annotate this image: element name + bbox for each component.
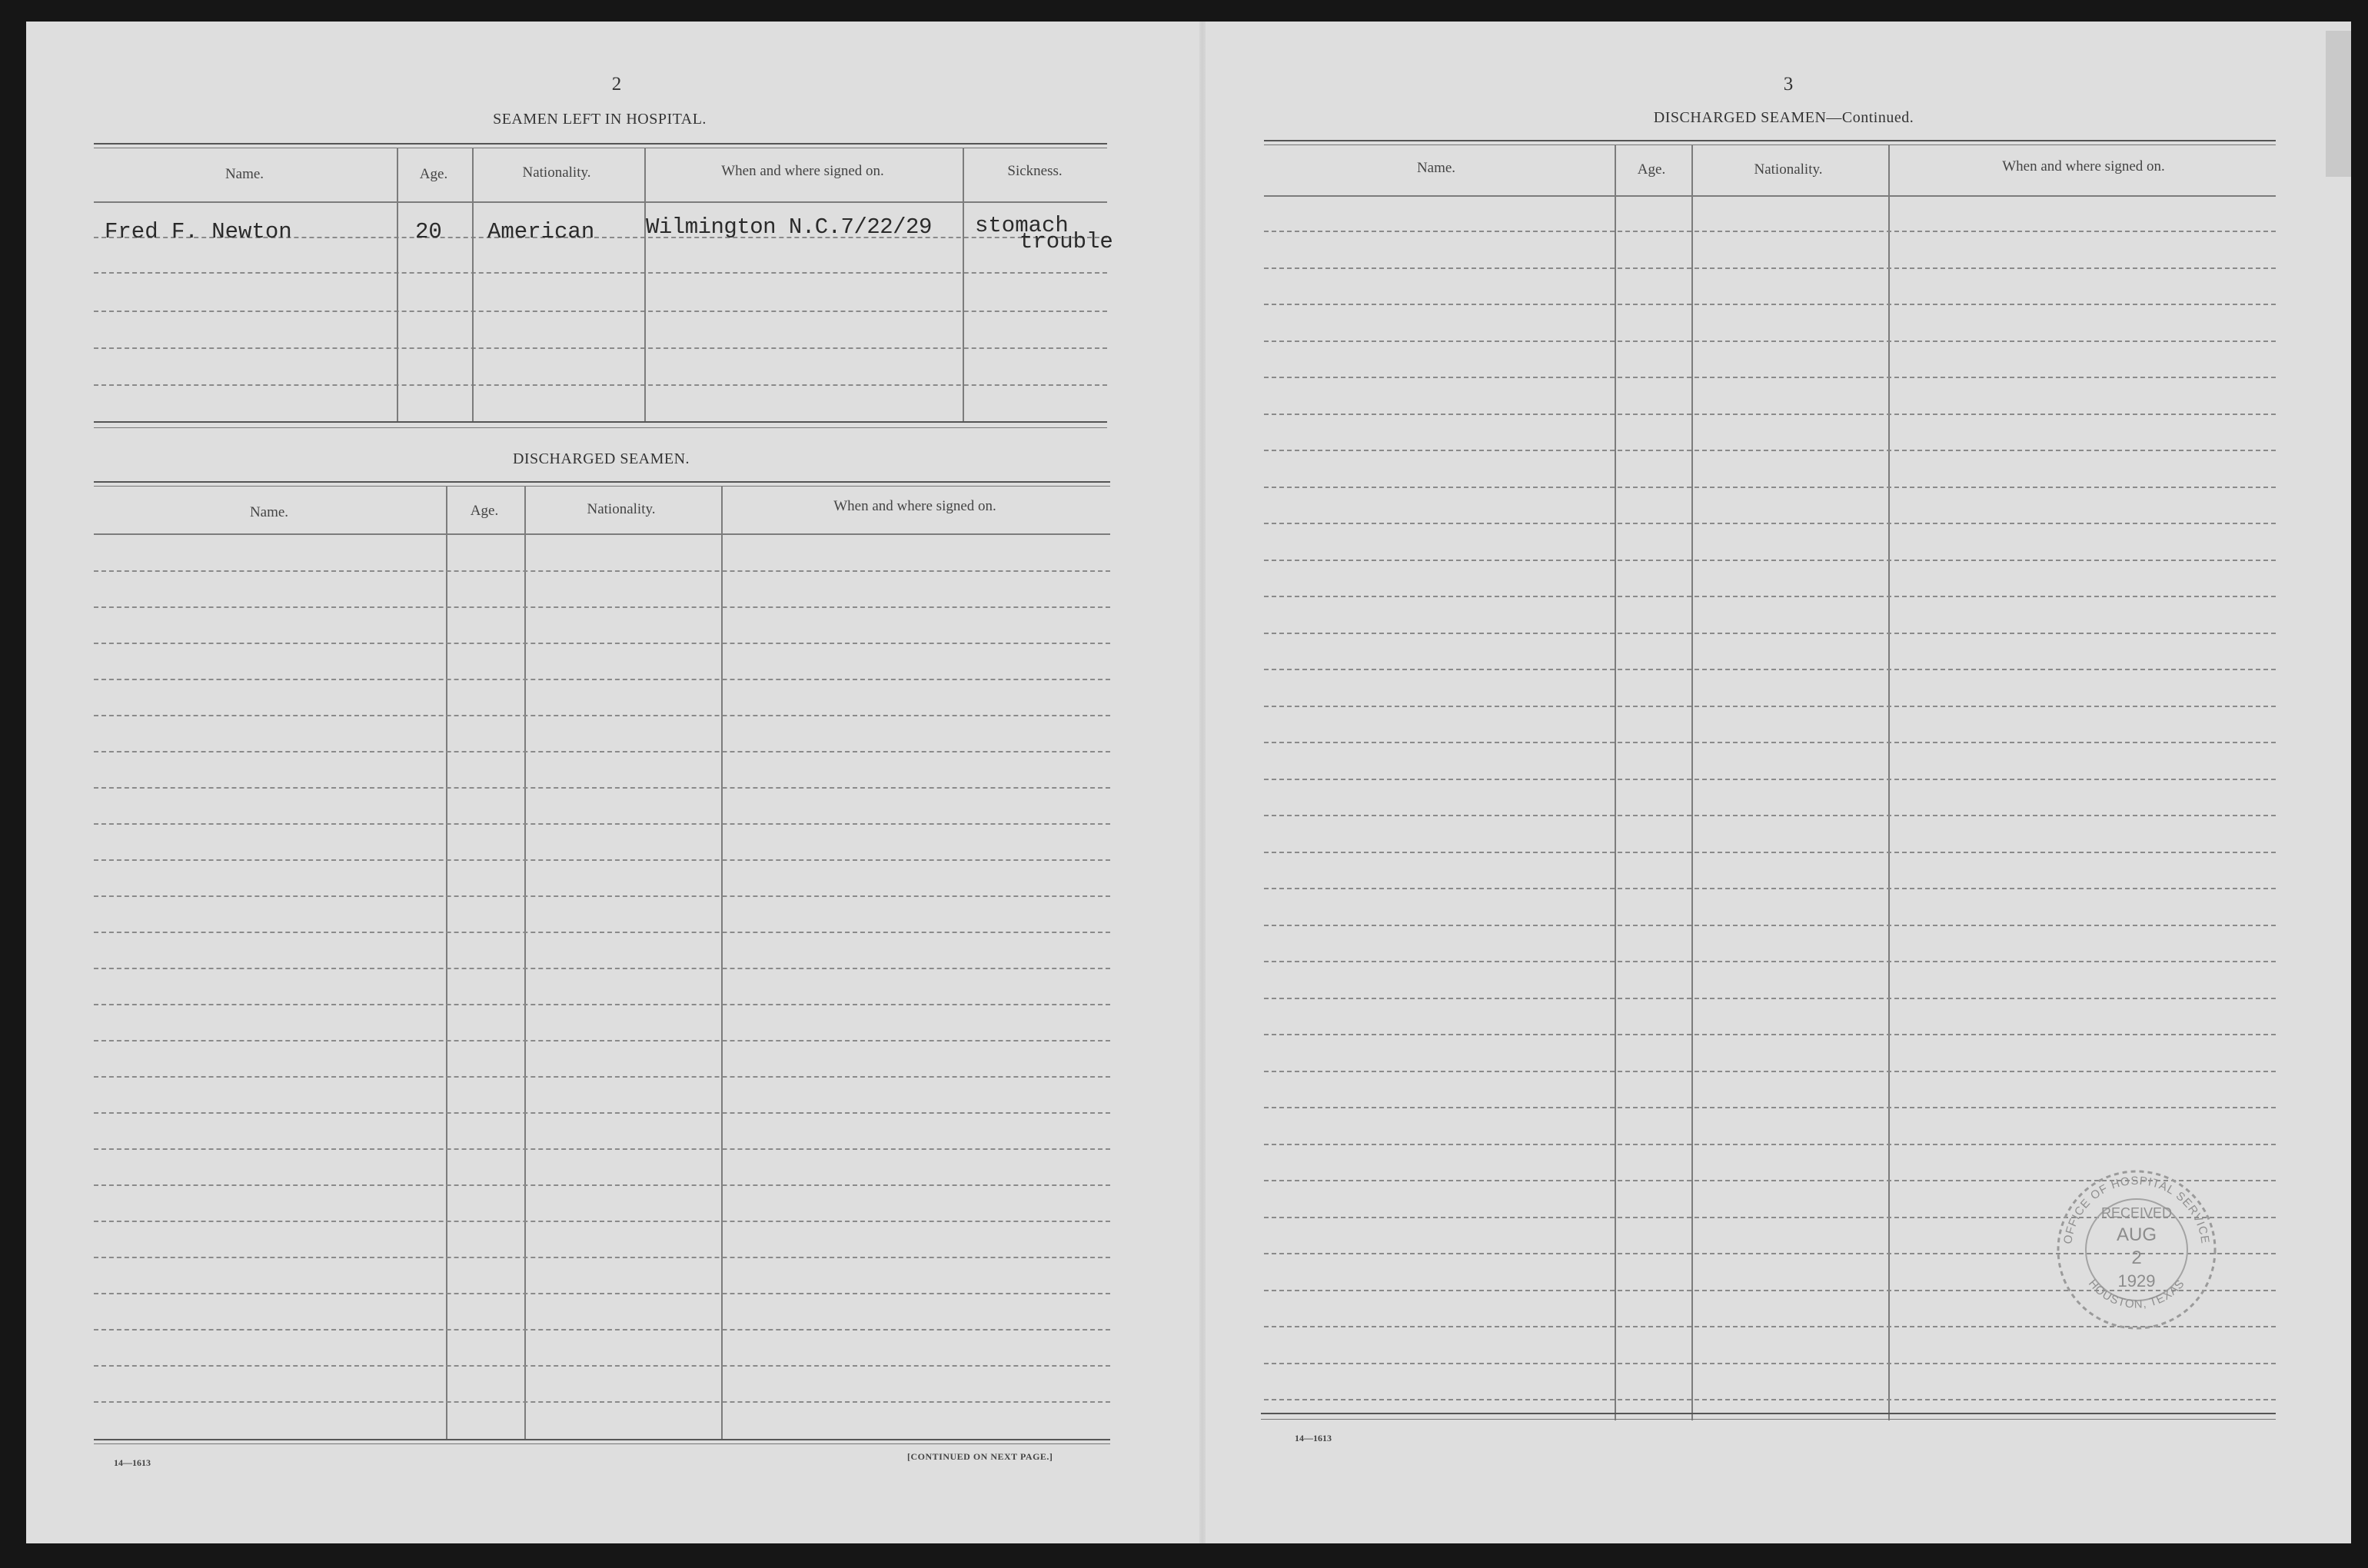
- table-rule: [1264, 140, 2276, 141]
- stamp-top-text: OFFICE OF HOSPITAL SERVICE: [2061, 1174, 2212, 1245]
- table-rule: [94, 1439, 1110, 1440]
- row-line: [1264, 852, 2276, 853]
- row-line: [1264, 1034, 2276, 1035]
- row-line: [94, 1401, 1110, 1403]
- row-line: [94, 1004, 1110, 1005]
- hospital-entry-signed-on: Wilmington N.C.7/22/29: [646, 214, 932, 240]
- column-header-signed-on: When and where signed on.: [2002, 158, 2165, 174]
- column-header-age: Age.: [1637, 161, 1666, 178]
- row-line: [94, 751, 1110, 752]
- row-line: [1264, 414, 2276, 415]
- form-number-right: 14—1613: [1295, 1433, 1332, 1443]
- row-line: [94, 384, 1107, 386]
- stamp-bottom-text: HOUSTON, TEXAS: [2085, 1277, 2188, 1311]
- column-header-sickness: Sickness.: [1007, 163, 1063, 179]
- row-line: [1264, 706, 2276, 707]
- row-line: [1264, 1363, 2276, 1364]
- row-line: [94, 1221, 1110, 1222]
- continued-note: [CONTINUED ON NEXT PAGE.]: [907, 1451, 1053, 1462]
- row-line: [1264, 1107, 2276, 1108]
- column-divider: [644, 148, 646, 421]
- stamp-month: AUG: [2116, 1224, 2157, 1245]
- row-line: [1264, 487, 2276, 488]
- column-divider: [524, 486, 526, 1439]
- discharged-continued-title: DISCHARGED SEAMEN—Continued.: [1653, 109, 1914, 126]
- column-header-signed-on: When and where signed on.: [833, 498, 996, 514]
- row-line: [1264, 341, 2276, 342]
- row-line: [94, 570, 1110, 572]
- row-line: [94, 1076, 1110, 1078]
- row-line: [94, 1293, 1110, 1294]
- column-divider: [1888, 145, 1890, 1420]
- row-line: [1264, 742, 2276, 743]
- row-line: [1264, 267, 2276, 269]
- table-rule: [94, 481, 1110, 483]
- column-header-age: Age.: [470, 503, 499, 519]
- row-line: [94, 895, 1110, 897]
- hospital-entry-sickness: stomach: [975, 213, 1069, 238]
- column-header-name: Name.: [1416, 160, 1456, 176]
- table-rule: [1261, 1419, 2276, 1420]
- table-rule: [94, 421, 1107, 423]
- row-line: [1264, 925, 2276, 926]
- row-line: [94, 968, 1110, 969]
- row-line: [1264, 815, 2276, 816]
- page-number-left: 2: [611, 74, 622, 95]
- row-line: [94, 859, 1110, 861]
- row-line: [1264, 669, 2276, 670]
- row-line: [94, 1257, 1110, 1258]
- row-line: [1264, 1144, 2276, 1145]
- column-header-signed-on: When and where signed on.: [721, 163, 884, 179]
- row-line: [94, 606, 1110, 608]
- page-gutter: [1199, 22, 1206, 1543]
- row-line: [1264, 560, 2276, 561]
- page-number-right: 3: [1783, 74, 1794, 95]
- table-rule: [94, 143, 1107, 145]
- column-divider: [446, 486, 447, 1439]
- row-line: [94, 932, 1110, 933]
- column-divider: [721, 486, 723, 1439]
- column-divider: [472, 148, 474, 421]
- stamp-day: 2: [2131, 1247, 2142, 1268]
- hospital-section-title: SEAMEN LEFT IN HOSPITAL.: [493, 111, 707, 128]
- hospital-entry-name: Fred F. Newton: [105, 219, 292, 244]
- column-divider: [1691, 145, 1693, 1420]
- row-line: [1264, 1399, 2276, 1400]
- row-line: [1264, 888, 2276, 889]
- row-line: [1264, 377, 2276, 378]
- received-date-stamp: [2048, 1159, 2225, 1336]
- column-header-nationality: Nationality.: [522, 164, 591, 181]
- row-line: [94, 679, 1110, 680]
- row-line: [1264, 1071, 2276, 1072]
- row-line: [94, 1184, 1110, 1186]
- column-header-nationality: Nationality.: [587, 501, 656, 517]
- header-underline: [94, 201, 1107, 203]
- row-line: [94, 1112, 1110, 1114]
- row-line: [94, 311, 1107, 312]
- row-line: [94, 347, 1107, 349]
- column-header-name: Name.: [249, 504, 289, 520]
- column-divider: [963, 148, 964, 421]
- row-line: [1264, 961, 2276, 962]
- stamp-received-text: RECEIVED: [2100, 1205, 2173, 1221]
- row-line: [94, 643, 1110, 644]
- row-line: [1264, 523, 2276, 524]
- column-header-name: Name.: [224, 166, 264, 182]
- table-rule: [94, 427, 1107, 428]
- header-underline: [94, 533, 1110, 535]
- row-line: [1264, 450, 2276, 451]
- row-line: [94, 272, 1107, 274]
- row-line: [1264, 779, 2276, 780]
- hospital-entry-sickness-continued: trouble: [1019, 229, 1113, 254]
- column-header-age: Age.: [419, 166, 448, 182]
- row-line: [1264, 633, 2276, 634]
- table-rule: [94, 1443, 1110, 1444]
- row-line: [94, 715, 1110, 716]
- column-divider: [397, 148, 398, 421]
- row-line: [1264, 998, 2276, 999]
- paper-edge: [2326, 31, 2351, 177]
- column-divider: [1615, 145, 1616, 1420]
- discharged-section-title: DISCHARGED SEAMEN.: [512, 450, 690, 467]
- column-header-nationality: Nationality.: [1754, 161, 1823, 178]
- row-line: [94, 1040, 1110, 1041]
- row-line: [94, 1329, 1110, 1330]
- form-number-left: 14—1613: [114, 1457, 151, 1468]
- row-line: [94, 787, 1110, 789]
- hospital-entry-age: 20: [415, 219, 442, 244]
- row-line: [1264, 596, 2276, 597]
- table-rule: [1261, 1413, 2276, 1414]
- document-paper: [26, 22, 2351, 1543]
- table-rule: [94, 486, 1110, 487]
- stamp-year: 1929: [2117, 1271, 2156, 1291]
- hospital-entry-nationality: American: [487, 219, 595, 244]
- row-line: [1264, 304, 2276, 305]
- header-underline: [1264, 195, 2276, 197]
- row-line: [94, 823, 1110, 825]
- row-line: [94, 1148, 1110, 1150]
- row-line: [94, 1365, 1110, 1367]
- row-line: [1264, 231, 2276, 232]
